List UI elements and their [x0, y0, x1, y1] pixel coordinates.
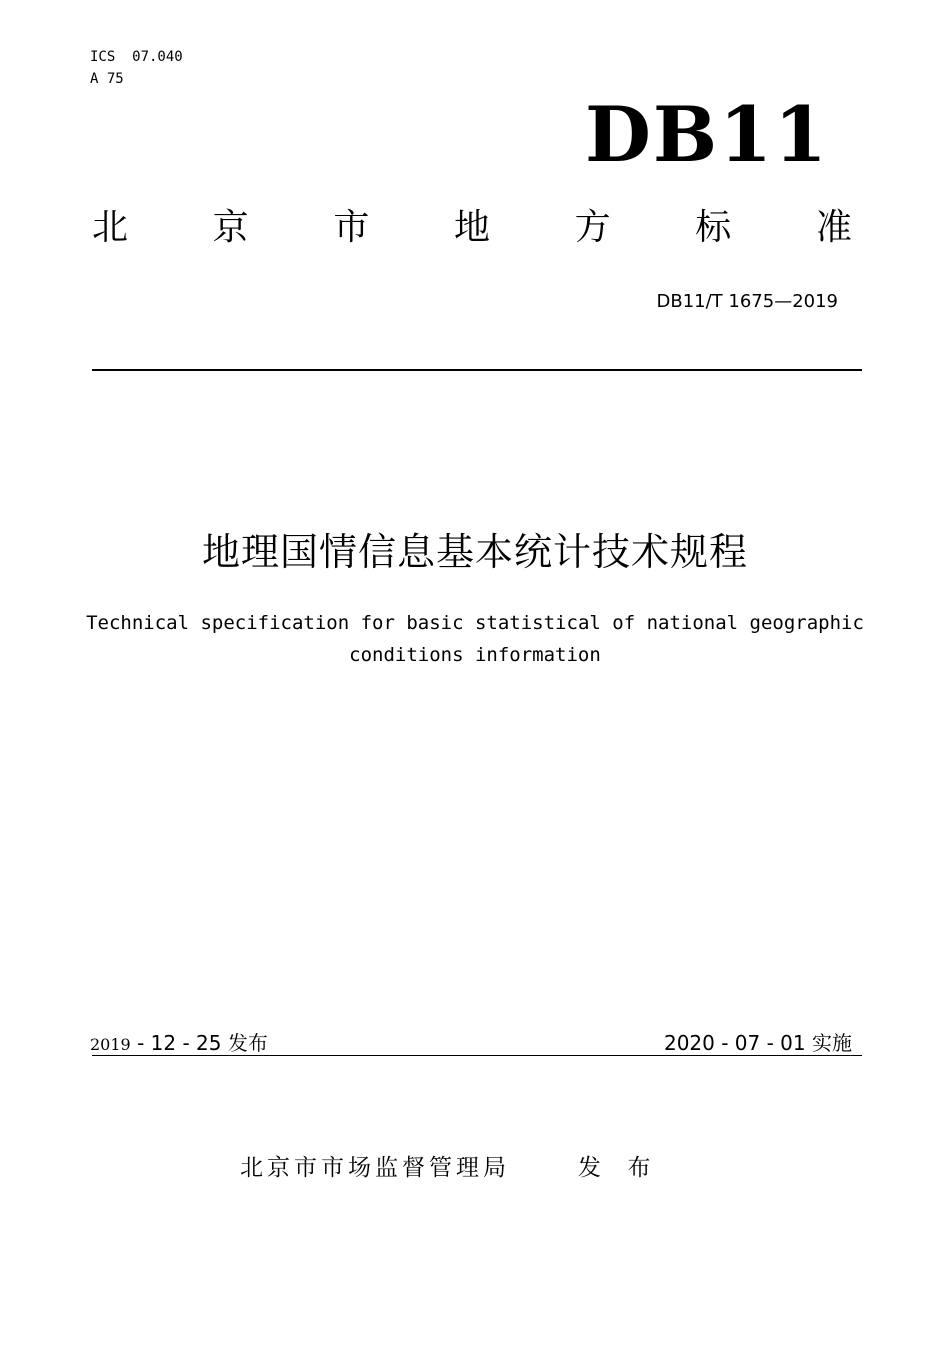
heading-char: 京 — [212, 207, 249, 248]
publisher-organization: 北京市市场监督管理局 — [240, 1155, 510, 1181]
publish-action: 发 布 — [577, 1155, 655, 1181]
bottom-divider — [92, 1055, 862, 1056]
issue-year: 2019 — [90, 1035, 131, 1054]
issue-date-rest: - 12 - 25 发布 — [130, 1031, 268, 1055]
heading-char: 准 — [815, 207, 852, 248]
english-title — [60, 607, 890, 671]
chinese-title: 地理国情信息基本统计技术规程 — [201, 530, 748, 574]
heading-char: 地 — [453, 207, 490, 248]
implementation-date: 2020 - 07 - 01 实施 — [663, 1031, 852, 1055]
db11-logo: DB11 — [585, 90, 829, 179]
heading-char: 市 — [333, 207, 370, 248]
standard-number: DB11/T 1675—2019 — [656, 291, 838, 312]
english-title-line: conditions information — [349, 644, 601, 666]
heading-char: 标 — [695, 207, 732, 248]
local-standard-heading — [92, 200, 852, 256]
classification-codes — [90, 46, 183, 90]
heading-char: 方 — [574, 207, 611, 248]
ics-code: ICS 07.040 — [90, 49, 183, 65]
english-title-line: Technical specification for basic statistical of national geographic — [86, 612, 864, 634]
top-divider — [92, 369, 862, 371]
heading-char: 北 — [92, 207, 129, 248]
ccs-code: A 75 — [90, 71, 124, 87]
publisher-line — [240, 1150, 655, 1186]
